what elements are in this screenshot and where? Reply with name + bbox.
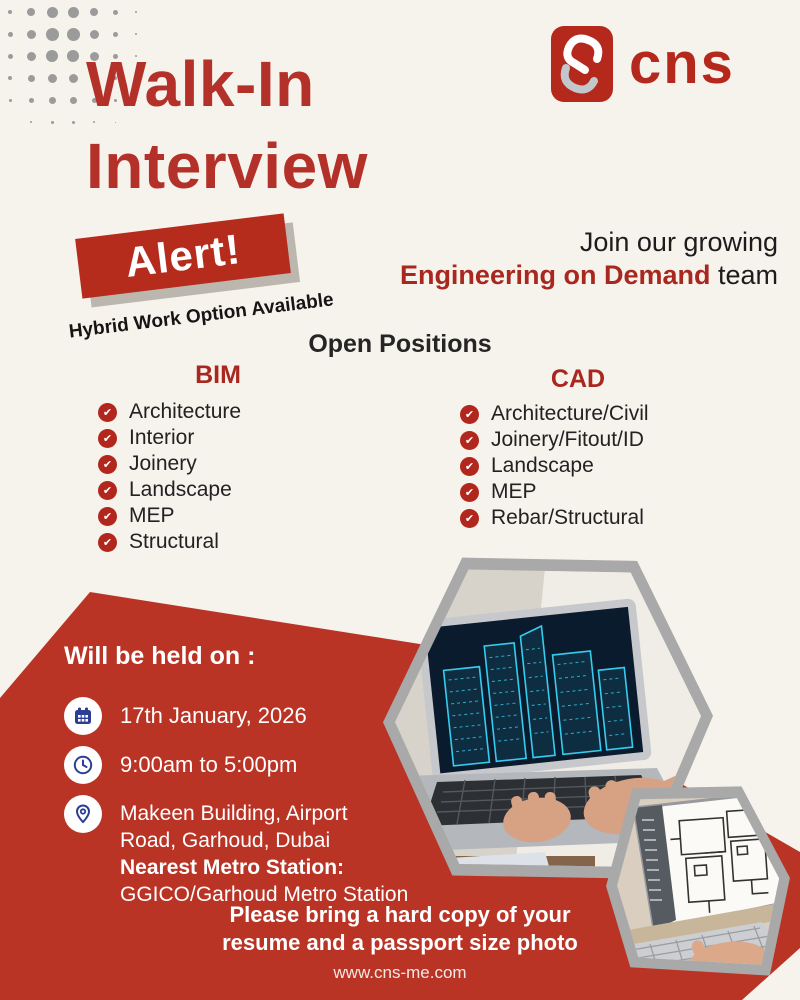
list-item (98, 425, 241, 451)
list-item-label: Landscape (491, 454, 594, 477)
event-time-row (64, 746, 408, 784)
circle-check-icon: ✔ (98, 455, 117, 474)
cad-column-heading: CAD (550, 365, 606, 393)
alert-badge (75, 213, 291, 298)
event-location-row (64, 795, 408, 908)
event-location (120, 795, 408, 908)
metro-label: Nearest Metro Station: (120, 856, 345, 879)
event-time: 9:00am to 5:00pm (120, 752, 298, 777)
list-item (98, 477, 241, 503)
list-item-label: Architecture (129, 400, 242, 423)
join-suffix: team (710, 259, 778, 290)
event-details (64, 642, 408, 919)
list-item (98, 451, 241, 477)
list-item-label: Joinery (129, 452, 197, 475)
join-line-1: Join our growing (579, 227, 778, 257)
list-item (98, 399, 241, 425)
list-item-label: Rebar/Structural (491, 506, 644, 529)
note-line-2: resume and a passport size photo (222, 930, 578, 955)
location-pin-icon (64, 795, 102, 833)
join-team-text (330, 226, 778, 292)
cns-logo-mark-icon (551, 26, 613, 107)
title-line-2: Interview (86, 129, 368, 202)
circle-check-icon: ✔ (98, 507, 117, 526)
calendar-icon (64, 697, 102, 735)
circle-check-icon: ✔ (98, 429, 117, 448)
open-positions-heading: Open Positions (308, 330, 492, 358)
metro-value: GGICO/Garhoud Metro Station (120, 883, 409, 906)
list-item (460, 427, 649, 453)
join-highlight: Engineering on Demand (399, 259, 711, 290)
poster-title (86, 44, 368, 208)
list-item (460, 401, 649, 427)
list-item-label: MEP (129, 504, 175, 527)
circle-check-icon: ✔ (98, 481, 117, 500)
list-item (460, 453, 649, 479)
bim-positions-list (98, 399, 241, 555)
list-item (460, 479, 649, 505)
list-item (98, 529, 241, 555)
circle-check-icon: ✔ (98, 403, 117, 422)
join-line-2 (330, 259, 778, 292)
circle-check-icon: ✔ (460, 405, 479, 424)
list-item-label: Structural (129, 530, 219, 553)
list-item-label: Joinery/Fitout/ID (491, 428, 644, 451)
website-url: www.cns-me.com (333, 963, 467, 982)
event-heading: Will be held on : (64, 642, 256, 670)
cns-logo (551, 26, 735, 107)
list-item-label: MEP (491, 480, 537, 503)
circle-check-icon: ✔ (460, 431, 479, 450)
event-date: 17th January, 2026 (120, 703, 307, 728)
cad-positions-list (460, 401, 649, 531)
list-item-label: Architecture/Civil (491, 402, 649, 425)
list-item (460, 505, 649, 531)
note-line-1: Please bring a hard copy of your (229, 902, 571, 927)
location-line-2: Road, Garhoud, Dubai (120, 829, 331, 852)
circle-check-icon: ✔ (460, 483, 479, 502)
list-item (98, 503, 241, 529)
cns-logo-text: cns (629, 31, 735, 96)
event-date-row (64, 697, 408, 735)
bring-resume-note (150, 901, 650, 957)
circle-check-icon: ✔ (460, 457, 479, 476)
list-item-label: Interior (129, 426, 195, 449)
bim-column-heading: BIM (195, 361, 241, 389)
location-line-1: Makeen Building, Airport (120, 802, 348, 825)
hybrid-work-note: Hybrid Work Option Available (67, 289, 335, 343)
circle-check-icon: ✔ (98, 533, 117, 552)
list-item-label: Landscape (129, 478, 232, 501)
clock-icon (64, 746, 102, 784)
title-line-1: Walk-In (86, 48, 315, 120)
alert-badge-label: Alert! (122, 225, 244, 286)
circle-check-icon: ✔ (460, 509, 479, 528)
